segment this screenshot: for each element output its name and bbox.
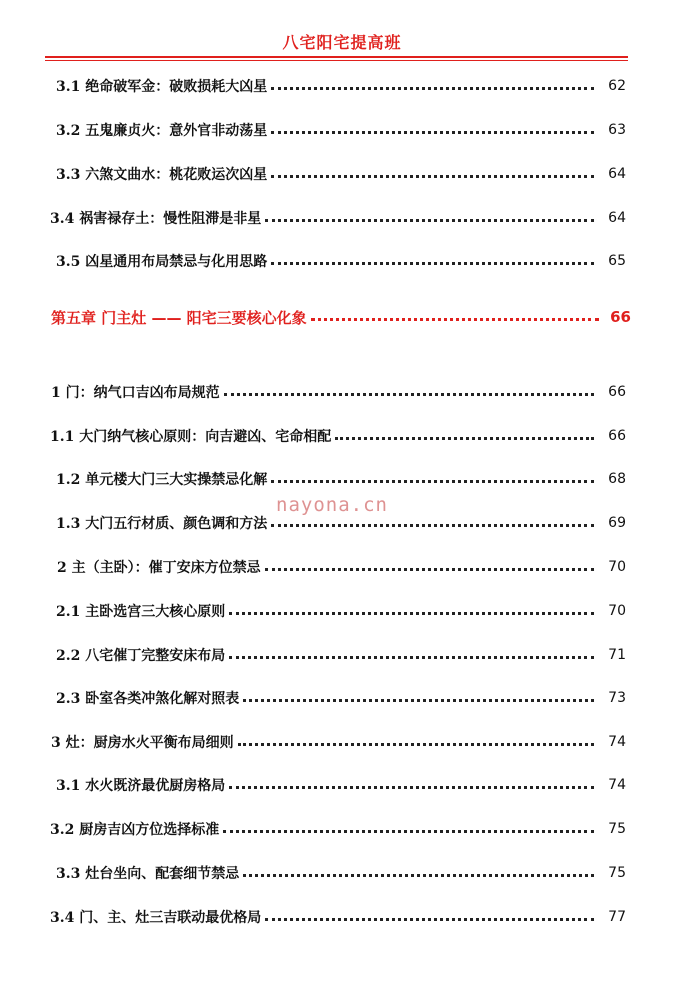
toc-entry-label: 3.3 灶台坐向、配套细节禁忌 (56, 866, 240, 882)
toc-leader-dots (271, 524, 594, 527)
header-rule-thin (45, 60, 628, 61)
toc-leader-dots (229, 656, 594, 659)
toc-leader-dots (238, 743, 594, 746)
toc-page-number: 70 (608, 603, 626, 619)
toc-entry[interactable] (0, 906, 684, 928)
toc-entry-label: 3.2 五鬼廉贞火：意外官非动荡星 (56, 123, 268, 139)
toc-entry[interactable] (0, 600, 684, 622)
toc-entry[interactable] (0, 818, 684, 840)
toc-page-number: 74 (608, 777, 626, 793)
toc-page-number: 74 (608, 734, 626, 750)
toc-page-number: 64 (608, 166, 626, 182)
toc-entry-label: 3.5 凶星通用布局禁忌与化用思路 (56, 254, 268, 270)
toc-leader-dots (223, 830, 594, 833)
toc-entry[interactable] (0, 731, 684, 753)
toc-page-number: 71 (608, 647, 626, 663)
toc-leader-dots (311, 318, 599, 321)
toc-entry[interactable] (0, 468, 684, 490)
toc-entry-label: 3.4 祸害禄存土：慢性阻滞是非星 (50, 211, 262, 227)
toc-page-number: 69 (608, 515, 626, 531)
toc-entry[interactable] (0, 119, 684, 141)
toc-leader-dots (271, 480, 594, 483)
toc-page-number: 70 (608, 559, 626, 575)
toc-page-number: 64 (608, 210, 626, 226)
toc-page-number: 68 (608, 471, 626, 487)
toc-page-number: 66 (610, 308, 631, 326)
toc-entry-label: 2 主（主卧）：催丁安床方位禁忌 (57, 560, 261, 576)
toc-entry[interactable] (0, 381, 684, 403)
toc-entry-label: 2.1 主卧选宫三大核心原则 (56, 604, 226, 620)
toc-page-number: 75 (608, 865, 626, 881)
toc-leader-dots (265, 568, 594, 571)
toc-entry-label: 1 门：纳气口吉凶布局规范 (51, 385, 220, 401)
header-title: 八宅阳宅提高班 (282, 33, 402, 52)
toc-page-number: 66 (608, 384, 626, 400)
toc-leader-dots (243, 699, 594, 702)
toc-page-number: 73 (608, 690, 626, 706)
toc-leader-dots (229, 786, 594, 789)
toc-entry-label: 3.1 水火既济最优厨房格局 (56, 778, 226, 794)
toc-leader-dots (243, 874, 594, 877)
toc-entry[interactable] (0, 207, 684, 229)
watermark-text: nayona.cn (276, 494, 388, 516)
toc-leader-dots (271, 131, 594, 134)
toc-page-number: 75 (608, 821, 626, 837)
toc-entry-label: 3.3 六煞文曲水：桃花败运次凶星 (56, 167, 268, 183)
toc-leader-dots (271, 262, 594, 265)
toc-entry[interactable] (0, 687, 684, 709)
toc-chapter-heading[interactable] (0, 306, 684, 328)
toc-page-number: 63 (608, 122, 626, 138)
toc-leader-dots (271, 175, 594, 178)
toc-entry[interactable] (0, 250, 684, 272)
toc-entry[interactable] (0, 75, 684, 97)
toc-entry-label: 3.2 厨房吉凶方位选择标准 (50, 822, 220, 838)
toc-entry-label: 3 灶：厨房水火平衡布局细则 (51, 735, 234, 751)
toc-leader-dots (335, 437, 594, 440)
toc-page-number: 77 (608, 909, 626, 925)
toc-leader-dots (224, 393, 594, 396)
toc-entry-label: 1.2 单元楼大门三大实操禁忌化解 (56, 472, 268, 488)
toc-entry[interactable] (0, 163, 684, 185)
toc-entry[interactable] (0, 862, 684, 884)
toc-entry-label: 1.1 大门纳气核心原则：向吉避凶、宅命相配 (50, 429, 332, 445)
toc-entry[interactable] (0, 774, 684, 796)
toc-entry-label: 3.1 绝命破军金：破败损耗大凶星 (56, 79, 268, 95)
toc-entry-label: 1.3 大门五行材质、颜色调和方法 (56, 516, 268, 532)
toc-page-number: 62 (608, 78, 626, 94)
toc-entry-label: 2.2 八宅催丁完整安床布局 (56, 648, 226, 664)
toc-page-number: 66 (608, 428, 626, 444)
toc-entry[interactable] (0, 644, 684, 666)
toc-chapter-label: 第五章 门主灶 —— 阳宅三要核心化象 (51, 308, 307, 327)
toc-page-number: 65 (608, 253, 626, 269)
toc-leader-dots (271, 87, 594, 90)
toc-entry-label: 2.3 卧室各类冲煞化解对照表 (56, 691, 240, 707)
header-rule (45, 56, 628, 58)
toc-leader-dots (229, 612, 594, 615)
toc-leader-dots (265, 219, 594, 222)
toc-entry[interactable] (0, 556, 684, 578)
toc-entry[interactable] (0, 425, 684, 447)
toc-entry-label: 3.4 门、主、灶三吉联动最优格局 (50, 910, 262, 926)
toc-leader-dots (265, 918, 594, 921)
